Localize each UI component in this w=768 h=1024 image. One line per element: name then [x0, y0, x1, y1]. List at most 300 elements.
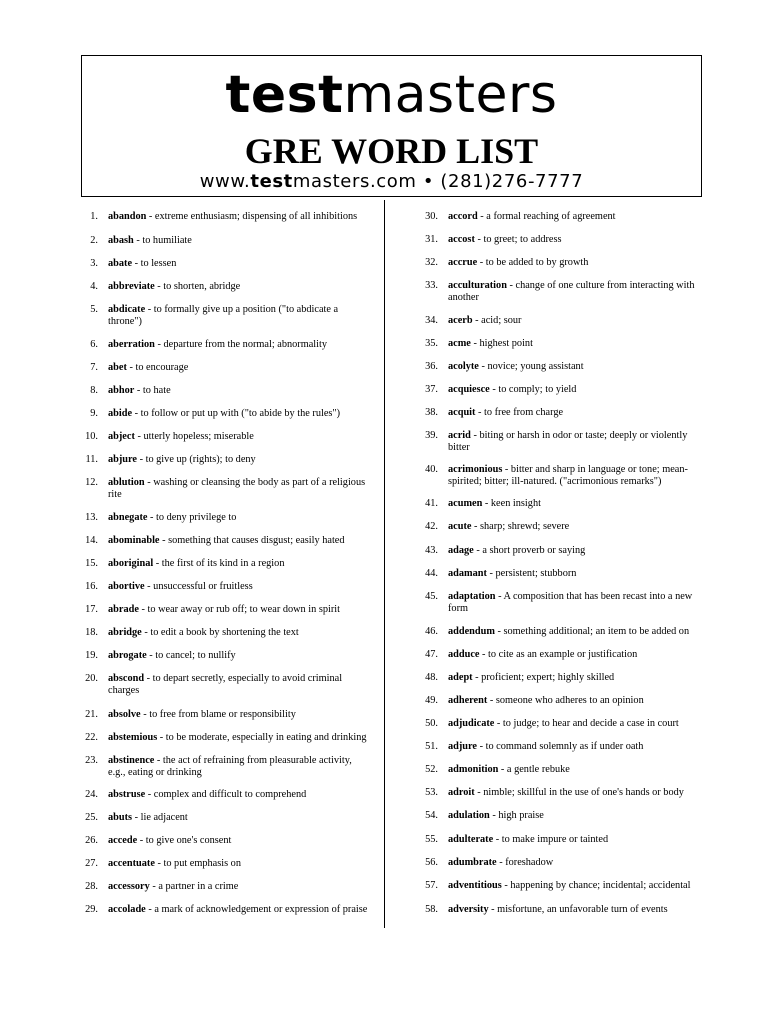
list-item [420, 626, 710, 638]
list-item [420, 464, 710, 488]
entry-definition: - A composition that has been recast into a new form [448, 591, 693, 614]
entry-definition: - to make impure or tainted [493, 834, 609, 845]
entry-text [448, 787, 710, 799]
entry-definition: - to follow or put up with ("to abide by the rules") [132, 408, 341, 419]
entry-text [108, 904, 370, 916]
entry-text [108, 755, 370, 779]
entry-word: abjure [108, 454, 137, 465]
contact-line [82, 171, 701, 193]
list-item [420, 315, 710, 327]
entry-definition: - a mark of acknowledgement or expression of praise [145, 904, 368, 915]
entry-definition: - to shorten, abridge [154, 281, 241, 292]
entry-text [448, 741, 710, 753]
list-item [80, 304, 370, 328]
entry-text [108, 650, 370, 662]
entry-word: abbreviate [108, 281, 155, 292]
entry-definition: - extreme enthusiasm; dispensing of all inhibitions [146, 211, 358, 222]
entry-definition: - persistent; stubborn [486, 568, 577, 579]
entry-text [448, 498, 710, 510]
entry-definition: - to wear away or rub off; to wear down in spirit [138, 604, 341, 615]
entry-word: acquiesce [448, 384, 490, 395]
entry-text [448, 880, 710, 892]
list-item [80, 211, 370, 223]
list-item [420, 498, 710, 510]
entry-text [108, 558, 370, 570]
entry-number: 10. [85, 431, 98, 442]
list-item [420, 649, 710, 661]
entry-word: abash [108, 235, 134, 246]
list-item [80, 431, 370, 443]
entry-definition: - a gentle rebuke [498, 764, 570, 775]
entry-definition: - something additional; an item to be added on [494, 626, 690, 637]
entry-word: abet [108, 362, 127, 373]
entry-definition: - to cancel; to nullify [146, 650, 236, 661]
entry-text [448, 810, 710, 822]
entry-word: accentuate [108, 858, 155, 869]
entry-number: 4. [90, 281, 98, 292]
entry-number: 23. [85, 755, 98, 766]
entry-text [108, 627, 370, 639]
entry-text [448, 904, 710, 916]
list-item [80, 235, 370, 247]
list-item [80, 339, 370, 351]
entry-word: acme [448, 338, 471, 349]
entry-definition: - bitter and sharp in language or tone; mean-spirited; bitter; ill-natured. ("acrimonious remarks") [448, 464, 688, 487]
entry-text [108, 535, 370, 547]
phone-number: (281)276-7777 [440, 171, 584, 192]
list-item [420, 718, 710, 730]
entry-definition: - to encourage [126, 362, 189, 373]
entry-text [108, 408, 370, 420]
entry-word: abnegate [108, 512, 148, 523]
list-item [80, 477, 370, 501]
entry-definition: - unsuccessful or fruitless [144, 581, 253, 592]
entry-definition: - to free from charge [475, 407, 564, 418]
entry-definition: - to lessen [132, 258, 177, 269]
website-suffix: masters.com [292, 171, 417, 192]
entry-text [108, 673, 370, 697]
list-item [80, 789, 370, 801]
entry-text [448, 361, 710, 373]
list-item [420, 257, 710, 269]
list-item [420, 234, 710, 246]
entry-definition: - to command solemnly as if under oath [477, 741, 644, 752]
entry-definition: - a formal reaching of agreement [477, 211, 616, 222]
entry-text [108, 477, 370, 501]
list-item [80, 673, 370, 697]
entry-definition: - a partner in a crime [149, 881, 239, 892]
entry-text [448, 280, 710, 304]
entry-word: abdicate [108, 304, 146, 315]
entry-word: abate [108, 258, 133, 269]
entry-text [108, 858, 370, 870]
list-item [80, 858, 370, 870]
entry-word: accord [448, 211, 478, 222]
entry-word: abject [108, 431, 135, 442]
entry-definition: - nimble; skillful in the use of one's hands or body [474, 787, 684, 798]
entry-number: 56. [425, 857, 438, 868]
entry-number: 29. [85, 904, 98, 915]
entry-number: 38. [425, 407, 438, 418]
entry-word: adamant [448, 568, 487, 579]
entry-text [108, 512, 370, 524]
entry-word: adept [448, 672, 473, 683]
entry-definition: - biting or harsh in odor or taste; deeply or violently bitter [448, 430, 688, 453]
entry-word: acrimonious [448, 464, 503, 475]
entry-word: accost [448, 234, 475, 245]
entry-word: accrue [448, 257, 478, 268]
entry-number: 5. [90, 304, 98, 315]
entry-text [108, 431, 370, 443]
list-item [80, 835, 370, 847]
entry-number: 35. [425, 338, 438, 349]
entry-number: 32. [425, 257, 438, 268]
entry-definition: - to judge; to hear and decide a case in court [494, 718, 679, 729]
entry-word: accessory [108, 881, 150, 892]
entry-text [448, 857, 710, 869]
entry-definition: - to humiliate [133, 235, 192, 246]
entry-number: 16. [85, 581, 98, 592]
entry-text [108, 835, 370, 847]
list-item [420, 810, 710, 822]
list-item [80, 535, 370, 547]
list-item [80, 454, 370, 466]
entry-text [108, 281, 370, 293]
entry-definition: - complex and difficult to comprehend [145, 789, 307, 800]
entry-definition: - to be added to by growth [477, 257, 589, 268]
entry-text [448, 234, 710, 246]
entry-definition: - to cite as an example or justification [479, 649, 638, 660]
entry-number: 47. [425, 649, 438, 660]
page-title: GRE WORD LIST [244, 131, 539, 171]
entry-definition: - to free from blame or responsibility [140, 709, 296, 720]
entry-word: abuts [108, 812, 133, 823]
entry-number: 7. [90, 362, 98, 373]
entry-definition: - acid; sour [472, 315, 522, 326]
list-item [420, 338, 710, 350]
entry-number: 53. [425, 787, 438, 798]
entry-number: 33. [425, 280, 438, 291]
entry-definition: - lie adjacent [132, 812, 188, 823]
entry-word: acerb [448, 315, 473, 326]
entry-number: 57. [425, 880, 438, 891]
entry-text [448, 315, 710, 327]
entry-word: adversity [448, 904, 489, 915]
testmasters-logo [82, 62, 701, 128]
list-item [80, 755, 370, 779]
entry-text [108, 235, 370, 247]
entry-number: 26. [85, 835, 98, 846]
bullet-separator: • [422, 171, 435, 192]
entry-word: acquit [448, 407, 476, 418]
entry-definition: - to be moderate, especially in eating and drinking [157, 732, 367, 743]
entry-word: abhor [108, 385, 135, 396]
entry-text [448, 649, 710, 661]
entry-number: 58. [425, 904, 438, 915]
entry-word: accede [108, 835, 138, 846]
list-item [80, 581, 370, 593]
entry-number: 49. [425, 695, 438, 706]
list-item [80, 362, 370, 374]
entry-number: 18. [85, 627, 98, 638]
website-bold: test [250, 171, 293, 192]
entry-definition: - departure from the normal; abnormality [154, 339, 328, 350]
entry-text [448, 338, 710, 350]
logo-light-text: masters [343, 65, 558, 125]
entry-text [448, 695, 710, 707]
list-item [420, 741, 710, 753]
list-item [80, 709, 370, 721]
list-item [80, 258, 370, 270]
entry-word: adjudicate [448, 718, 495, 729]
entry-definition: - someone who adheres to an opinion [487, 695, 644, 706]
list-item [80, 812, 370, 824]
entry-number: 11. [85, 454, 98, 465]
entry-text [448, 672, 710, 684]
entry-text [108, 789, 370, 801]
entry-number: 55. [425, 834, 438, 845]
entry-text [108, 881, 370, 893]
website-prefix: www. [199, 171, 251, 192]
entry-definition: - keen insight [482, 498, 541, 509]
entry-definition: - happening by chance; incidental; accidental [501, 880, 691, 891]
entry-definition: - to comply; to yield [489, 384, 577, 395]
entry-text [108, 709, 370, 721]
list-item [420, 521, 710, 533]
entry-word: abridge [108, 627, 142, 638]
list-item [80, 604, 370, 616]
entry-number: 21. [85, 709, 98, 720]
entry-text [448, 545, 710, 557]
entry-number: 40. [425, 464, 438, 475]
list-item [420, 361, 710, 373]
entry-definition: - to edit a book by shortening the text [141, 627, 299, 638]
entry-text [108, 304, 370, 328]
entry-word: acute [448, 521, 472, 532]
entry-word: acolyte [448, 361, 479, 372]
entry-word: abominable [108, 535, 160, 546]
entry-definition: - the first of its kind in a region [153, 558, 285, 569]
list-item [420, 787, 710, 799]
entry-word: abstruse [108, 789, 146, 800]
entry-number: 14. [85, 535, 98, 546]
list-item [80, 732, 370, 744]
list-item [80, 904, 370, 916]
entry-number: 6. [90, 339, 98, 350]
entry-number: 15. [85, 558, 98, 569]
entry-number: 22. [85, 732, 98, 743]
entry-word: aberration [108, 339, 155, 350]
entry-number: 9. [90, 408, 98, 419]
list-item [420, 695, 710, 707]
entry-word: acumen [448, 498, 483, 509]
entry-number: 50. [425, 718, 438, 729]
entry-definition: - to formally give up a position ("to abdicate a throne") [108, 304, 339, 327]
entry-text [108, 211, 370, 223]
entry-definition: - washing or cleansing the body as part of a religious rite [108, 477, 366, 500]
list-item [420, 280, 710, 304]
entry-definition: - utterly hopeless; miserable [134, 431, 254, 442]
entry-definition: - foreshadow [496, 857, 554, 868]
entry-number: 36. [425, 361, 438, 372]
entry-number: 25. [85, 812, 98, 823]
list-item [420, 384, 710, 396]
list-item [80, 650, 370, 662]
entry-text [448, 718, 710, 730]
entry-number: 34. [425, 315, 438, 326]
entry-text [448, 407, 710, 419]
entry-word: aboriginal [108, 558, 154, 569]
entry-number: 30. [425, 211, 438, 222]
entry-definition: - highest point [470, 338, 533, 349]
list-item [420, 430, 710, 454]
entry-text [108, 258, 370, 270]
entry-text [108, 454, 370, 466]
entry-word: abrade [108, 604, 139, 615]
list-item [80, 627, 370, 639]
list-item [420, 857, 710, 869]
list-item [80, 512, 370, 524]
entry-text [108, 604, 370, 616]
entry-text [448, 834, 710, 846]
list-item [80, 385, 370, 397]
entry-word: adaptation [448, 591, 496, 602]
entry-word: addendum [448, 626, 495, 637]
entry-word: adduce [448, 649, 480, 660]
entry-definition: - something that causes disgust; easily hated [159, 535, 345, 546]
entry-number: 46. [425, 626, 438, 637]
entry-text [448, 257, 710, 269]
entry-definition: - to give up (rights); to deny [137, 454, 256, 465]
entry-text [448, 384, 710, 396]
entry-definition: - a short proverb or saying [473, 545, 586, 556]
entry-text [448, 211, 710, 223]
list-item [420, 568, 710, 580]
list-item [420, 834, 710, 846]
entry-word: abortive [108, 581, 145, 592]
entry-word: accolade [108, 904, 146, 915]
entry-word: absolve [108, 709, 141, 720]
entry-text [448, 521, 710, 533]
entry-number: 28. [85, 881, 98, 892]
entry-word: adjure [448, 741, 477, 752]
entry-definition: - to greet; to address [474, 234, 562, 245]
entry-word: abandon [108, 211, 147, 222]
entry-word: acculturation [448, 280, 507, 291]
entry-number: 43. [425, 545, 438, 556]
entry-number: 31. [425, 234, 438, 245]
entry-number: 54. [425, 810, 438, 821]
entry-word: acrid [448, 430, 471, 441]
entry-word: admonition [448, 764, 499, 775]
entry-definition: - proficient; expert; highly skilled [472, 672, 615, 683]
entry-number: 3. [90, 258, 98, 269]
entry-text [108, 385, 370, 397]
entry-text [448, 764, 710, 776]
header-box [81, 55, 702, 197]
entry-definition: - to hate [134, 385, 171, 396]
entry-number: 27. [85, 858, 98, 869]
entry-word: adventitious [448, 880, 502, 891]
list-item [80, 281, 370, 293]
entry-number: 48. [425, 672, 438, 683]
entry-word: adage [448, 545, 474, 556]
entry-word: adulterate [448, 834, 494, 845]
entry-word: adherent [448, 695, 488, 706]
list-item [420, 211, 710, 223]
entry-definition: - sharp; shrewd; severe [471, 521, 570, 532]
entry-word: adulation [448, 810, 490, 821]
entry-number: 17. [85, 604, 98, 615]
entry-text [108, 362, 370, 374]
entry-word: ablution [108, 477, 145, 488]
list-item [420, 591, 710, 615]
entry-number: 51. [425, 741, 438, 752]
entry-number: 37. [425, 384, 438, 395]
entry-text [448, 464, 710, 488]
list-item [80, 408, 370, 420]
entry-definition: - to depart secretly, especially to avoid criminal charges [108, 673, 343, 696]
entry-number: 13. [85, 512, 98, 523]
entry-text [108, 339, 370, 351]
entry-number: 1. [90, 211, 98, 222]
list-item [420, 764, 710, 776]
entry-definition: - high praise [489, 810, 544, 821]
entry-number: 44. [425, 568, 438, 579]
entry-text [108, 732, 370, 744]
entry-word: adroit [448, 787, 475, 798]
entry-number: 42. [425, 521, 438, 532]
entry-text [448, 626, 710, 638]
entry-text [108, 581, 370, 593]
entry-text [108, 812, 370, 824]
entry-number: 12. [85, 477, 98, 488]
entry-definition: - to deny privilege to [147, 512, 237, 523]
list-item [420, 672, 710, 684]
entry-text [448, 568, 710, 580]
entry-definition: - the act of refraining from pleasurable activity, e.g., eating or drinking [108, 755, 352, 778]
entry-number: 2. [90, 235, 98, 246]
list-item [420, 407, 710, 419]
entry-definition: - to give one's consent [137, 835, 232, 846]
entry-number: 39. [425, 430, 438, 441]
entry-definition: - misfortune, an unfavorable turn of events [488, 904, 668, 915]
entry-word: abstinence [108, 755, 155, 766]
entry-number: 41. [425, 498, 438, 509]
list-item [80, 558, 370, 570]
entry-text [448, 591, 710, 615]
column-divider [384, 200, 385, 928]
entry-definition: - novice; young assistant [478, 361, 584, 372]
entry-definition: - to put emphasis on [154, 858, 241, 869]
entry-word: abstemious [108, 732, 158, 743]
entry-number: 20. [85, 673, 98, 684]
entry-number: 45. [425, 591, 438, 602]
entry-word: abide [108, 408, 133, 419]
list-item [80, 881, 370, 893]
list-item [420, 545, 710, 557]
entry-definition: - change of one culture from interacting with another [448, 280, 695, 303]
entry-word: abrogate [108, 650, 147, 661]
entry-text [448, 430, 710, 454]
entry-word: adumbrate [448, 857, 497, 868]
entry-number: 24. [85, 789, 98, 800]
entry-number: 52. [425, 764, 438, 775]
logo-bold-text: test [225, 65, 344, 125]
entry-word: abscond [108, 673, 145, 684]
entry-number: 8. [90, 385, 98, 396]
list-item [420, 880, 710, 892]
